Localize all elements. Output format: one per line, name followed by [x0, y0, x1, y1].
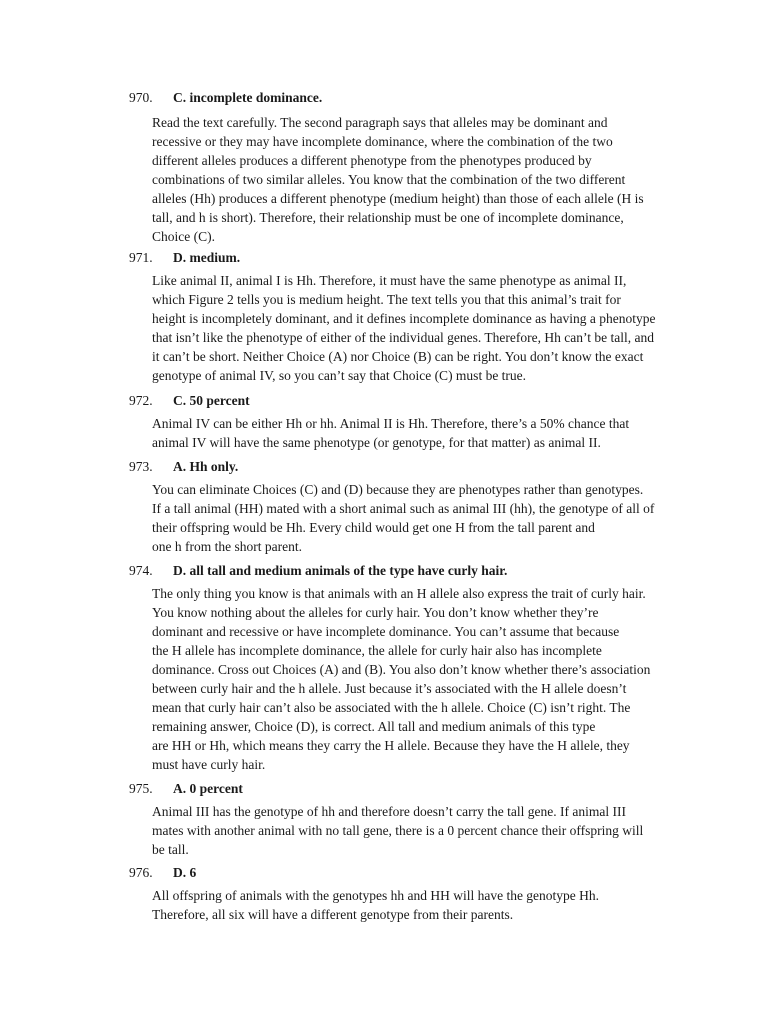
explanation-line: height is incompletely dominant, and it defines incomplete dominance as having a phenotype	[152, 311, 656, 326]
explanation-line: are HH or Hh, which means they carry the H allele. Because they have the H allele, they	[152, 738, 630, 753]
question-number: 975.	[129, 781, 153, 796]
explanation-line: one h from the short parent.	[152, 539, 302, 554]
answer-heading	[0, 561, 768, 580]
explanation-line: must have curly hair.	[152, 757, 266, 772]
answer-entry-971	[0, 248, 768, 383]
question-number: 972.	[129, 393, 153, 408]
explanation-line: The only thing you know is that animals with an H allele also express the trait of curly hair.	[152, 586, 646, 601]
explanation-line: dominance. Cross out Choices (A) and (B). You also don’t know whether there’s association	[152, 662, 651, 677]
correct-answer: C. incomplete dominance.	[173, 90, 323, 105]
explanation-line: Animal III has the genotype of hh and therefore doesn’t carry the tall gene. If animal III	[152, 804, 626, 819]
question-number: 970.	[129, 90, 153, 105]
explanation-line: it can’t be short. Neither Choice (A) nor Choice (B) can be right. You don’t know the exact	[152, 349, 644, 364]
question-number: 976.	[129, 865, 153, 880]
explanation-line: Animal IV can be either Hh or hh. Animal II is Hh. Therefore, there’s a 50% chance that	[152, 416, 630, 431]
explanation-line: remaining answer, Choice (D), is correct. All tall and medium animals of this type	[152, 719, 596, 734]
explanation-text	[152, 271, 662, 385]
explanation-line: be tall.	[152, 842, 189, 857]
correct-answer: A. Hh only.	[173, 459, 239, 474]
explanation-text	[152, 886, 662, 924]
explanation-line: different alleles produces a different phenotype from the phenotypes produced by	[152, 153, 592, 168]
explanation-line: between curly hair and the h allele. Just because it’s associated with the H allele doesn’t	[152, 681, 627, 696]
correct-answer: A. 0 percent	[173, 781, 243, 796]
question-number: 973.	[129, 459, 153, 474]
answer-heading	[0, 391, 768, 410]
answer-entry-974	[0, 561, 768, 772]
explanation-line: genotype of animal IV, so you can’t say that Choice (C) must be true.	[152, 368, 527, 383]
answer-heading	[0, 863, 768, 882]
answer-entry-970	[0, 88, 768, 244]
answer-entry-975	[0, 779, 768, 857]
explanation-line: You know nothing about the alleles for curly hair. You don’t know whether they’re	[152, 605, 599, 620]
correct-answer: D. medium.	[173, 250, 241, 265]
explanation-line: alleles (Hh) produces a different phenotype (medium height) than those of each allele (H is	[152, 191, 644, 206]
explanation-line: Therefore, all six will have a different genotype from their parents.	[152, 907, 514, 922]
explanation-line: the H allele has incomplete dominance, the allele for curly hair also has incomplete	[152, 643, 602, 658]
explanation-line: All offspring of animals with the genotypes hh and HH will have the genotype Hh.	[152, 888, 600, 903]
explanation-text	[152, 414, 662, 452]
explanation-line: dominant and recessive or have incomplete dominance. You can’t assume that because	[152, 624, 620, 639]
explanation-line: that isn’t like the phenotype of either of the individual genes. Therefore, Hh can’t be tall, and	[152, 330, 654, 345]
explanation-line: Like animal II, animal I is Hh. Therefore, it must have the same phenotype as animal II,	[152, 273, 627, 288]
explanation-text	[152, 802, 662, 859]
explanation-line: mates with another animal with no tall gene, there is a 0 percent chance their offspring will	[152, 823, 644, 838]
explanation-text	[152, 113, 662, 246]
question-number: 971.	[129, 250, 153, 265]
correct-answer: C. 50 percent	[173, 393, 250, 408]
answer-entry-973	[0, 457, 768, 554]
explanation-line: If a tall animal (HH) mated with a short animal such as animal III (hh), the genotype of all of	[152, 501, 655, 516]
explanation-line: combinations of two similar alleles. You know that the combination of the two different	[152, 172, 626, 187]
answer-entry-976	[0, 863, 768, 922]
correct-answer: D. all tall and medium animals of the type have curly hair.	[173, 563, 508, 578]
explanation-line: recessive or they may have incomplete dominance, where the combination of the two	[152, 134, 613, 149]
answer-heading	[0, 457, 768, 476]
explanation-line: You can eliminate Choices (C) and (D) because they are phenotypes rather than genotypes.	[152, 482, 644, 497]
answer-entry-972	[0, 391, 768, 450]
answer-heading	[0, 779, 768, 798]
explanation-line: mean that curly hair can’t also be associated with the h allele. Choice (C) isn’t right. The	[152, 700, 631, 715]
explanation-line: tall, and h is short). Therefore, their relationship must be one of incomplete dominance,	[152, 210, 624, 225]
answer-heading	[0, 88, 768, 107]
explanation-text	[152, 584, 662, 774]
explanation-text	[152, 480, 662, 556]
explanation-line: animal IV will have the same phenotype (or genotype, for that matter) as animal II.	[152, 435, 601, 450]
answer-heading	[0, 248, 768, 267]
explanation-line: their offspring would be Hh. Every child would get one H from the tall parent and	[152, 520, 595, 535]
correct-answer: D. 6	[173, 865, 197, 880]
explanation-line: Read the text carefully. The second paragraph says that alleles may be dominant and	[152, 115, 608, 130]
explanation-line: which Figure 2 tells you is medium height. The text tells you that this animal’s trait for	[152, 292, 621, 307]
question-number: 974.	[129, 563, 153, 578]
explanation-line: Choice (C).	[152, 229, 215, 244]
